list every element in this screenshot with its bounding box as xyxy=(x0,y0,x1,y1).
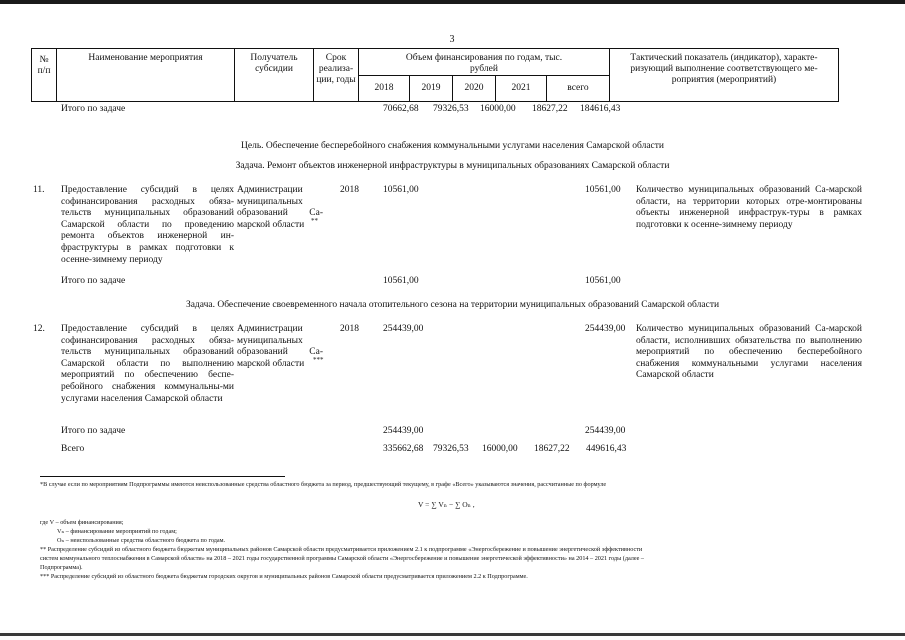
row11-indicator: Количество муниципальных образований Са-марской области, на территории которых отре-монтированы объекты инженерной инфраструк-туры в рамках подготовки к осенне-зимнему периоду xyxy=(636,185,862,230)
goal-heading: Цель. Обеспечение бесперебойного снабжения коммунальными услугами населения Самарской области xyxy=(241,141,664,151)
row11-total: 10561,00 xyxy=(585,185,621,195)
sum2-2018: 254439,00 xyxy=(383,426,424,436)
summary-top-label: Итого по задаче xyxy=(61,104,126,114)
summary-top-total: 184616,43 xyxy=(580,104,621,114)
row12-num: 12. xyxy=(33,324,45,334)
footnote-where-1: где V – объем финансирования; xyxy=(40,519,124,526)
header-funding: Объем финансирования по годам, тыс. рублей xyxy=(359,49,610,76)
sum2-label: Итого по задаче xyxy=(61,426,126,436)
footnote-2-line2: систем коммунального теплоснабжения в Самарской области» на 2018 – 2021 годы государственной программы Самарской области «Энергосбережение и повышение энергетической эффективности» на 2014 – 2021 годы (далее – xyxy=(40,555,645,562)
bottom-border xyxy=(0,633,905,636)
header-2020: 2020 xyxy=(453,76,496,102)
row12-name: Предоставление субсидий в целях софинансирования расходных обяза-тельств муниципальных образований Самарской области по выполнению мероприятий по обеспечению беспе-ребойного снабжения коммунальны-ми услугами населения Самарской области xyxy=(61,324,234,404)
top-border xyxy=(0,0,905,4)
header-2019: 2019 xyxy=(410,76,453,102)
header-term: Срок реализа-ции, годы xyxy=(314,49,359,102)
task2-heading: Задача. Обеспечение своевременного начала отопительного сезона на территории муниципальных образований Самарской области xyxy=(185,300,720,310)
summary-top-2019: 79326,53 xyxy=(433,104,469,114)
row12-total: 254439,00 xyxy=(585,324,626,334)
grand-2020: 16000,00 xyxy=(482,444,518,454)
row11-footnote-mark: ** xyxy=(311,217,318,225)
grand-total: 449616,43 xyxy=(586,444,627,454)
grand-label: Всего xyxy=(61,444,85,454)
sum2-total: 254439,00 xyxy=(585,426,626,436)
summary-top-2020: 16000,00 xyxy=(480,104,516,114)
row11-recipient: Администрации муниципальных образований Са-марской области xyxy=(237,185,323,230)
row12-footnote-mark: *** xyxy=(313,356,324,364)
summary-top-2018: 70662,68 xyxy=(383,104,419,114)
row11-num: 11. xyxy=(33,185,45,195)
header-2021: 2021 xyxy=(496,76,547,102)
row11-name: Предоставление субсидий в целях софинансирования расходных обяза-тельств муниципальных образований Самарской области по проведению ремонта объектов инженерной ин-фраструктуры в рамках подготовки к осенне-зимнему периоду xyxy=(61,185,234,265)
page-number: 3 xyxy=(449,34,455,45)
row12-year: 2018 xyxy=(340,324,359,334)
row11-year: 2018 xyxy=(340,185,359,195)
header-total: всего xyxy=(547,76,610,102)
table-header xyxy=(31,48,839,102)
header-indicator: Тактический показатель (индикатор), характе-ризующий выполнение соответствующего ме-роприятия (мероприятий) xyxy=(610,49,839,102)
grand-2021: 18627,22 xyxy=(534,444,570,454)
grand-2019: 79326,53 xyxy=(433,444,469,454)
task1-heading: Задача. Ремонт объектов инженерной инфраструктуры в муниципальных образованиях Самарской области xyxy=(235,161,670,171)
header-recipient: Получатель субсидии xyxy=(235,49,314,102)
row11-2018: 10561,00 xyxy=(383,185,419,195)
footnote-2-line1: ** Распределение субсидий из областного бюджета бюджетам муниципальных районов Самарской области предусматривается приложением 2.1 к подпрограмме «Энергосбережение и повышение энергетической эффективности xyxy=(40,546,643,553)
sum1-2018: 10561,00 xyxy=(383,276,419,286)
grand-2018: 335662,68 xyxy=(383,444,424,454)
footnote-where-3: Oₙ – неиспользованные средства областного бюджета по годам. xyxy=(57,537,226,544)
header-2018: 2018 xyxy=(359,76,410,102)
row12-indicator: Количество муниципальных образований Са-марской области, исполнивших обязательства по выполнению мероприятий по обеспечению бесперебойного снабжения коммунальными услугами населения Самарской области xyxy=(636,324,862,381)
summary-top-2021: 18627,22 xyxy=(532,104,568,114)
footnote-2-line3: Подпрограмма). xyxy=(40,564,83,571)
header-num: № п/п xyxy=(32,49,57,102)
footnote-formula: V = ∑ Vₙ − ∑ Oₙ , xyxy=(418,500,475,509)
row12-2018: 254439,00 xyxy=(383,324,424,334)
row12-recipient: Администрации муниципальных образований Са-марской области xyxy=(237,324,323,369)
footnote-1: *В случае если по мероприятиям Подпрограммы имеются неиспользованные средства областного бюджета за период, предшествующий текущему, в графе «Всего» указываются значения, рассчитанные по формуле xyxy=(40,481,607,488)
footnote-where-2: Vₙ – финансирование мероприятий по годам; xyxy=(57,528,177,535)
footnote-3: *** Распределение субсидий из областного бюджета бюджетам городских округов и муниципальных районов Самарской области предусматривается приложением 2.2 к Подпрограмме. xyxy=(40,573,528,580)
header-name: Наименование мероприятия xyxy=(57,49,235,102)
footnote-rule xyxy=(40,476,285,477)
sum1-total: 10561,00 xyxy=(585,276,621,286)
sum1-label: Итого по задаче xyxy=(61,276,126,286)
